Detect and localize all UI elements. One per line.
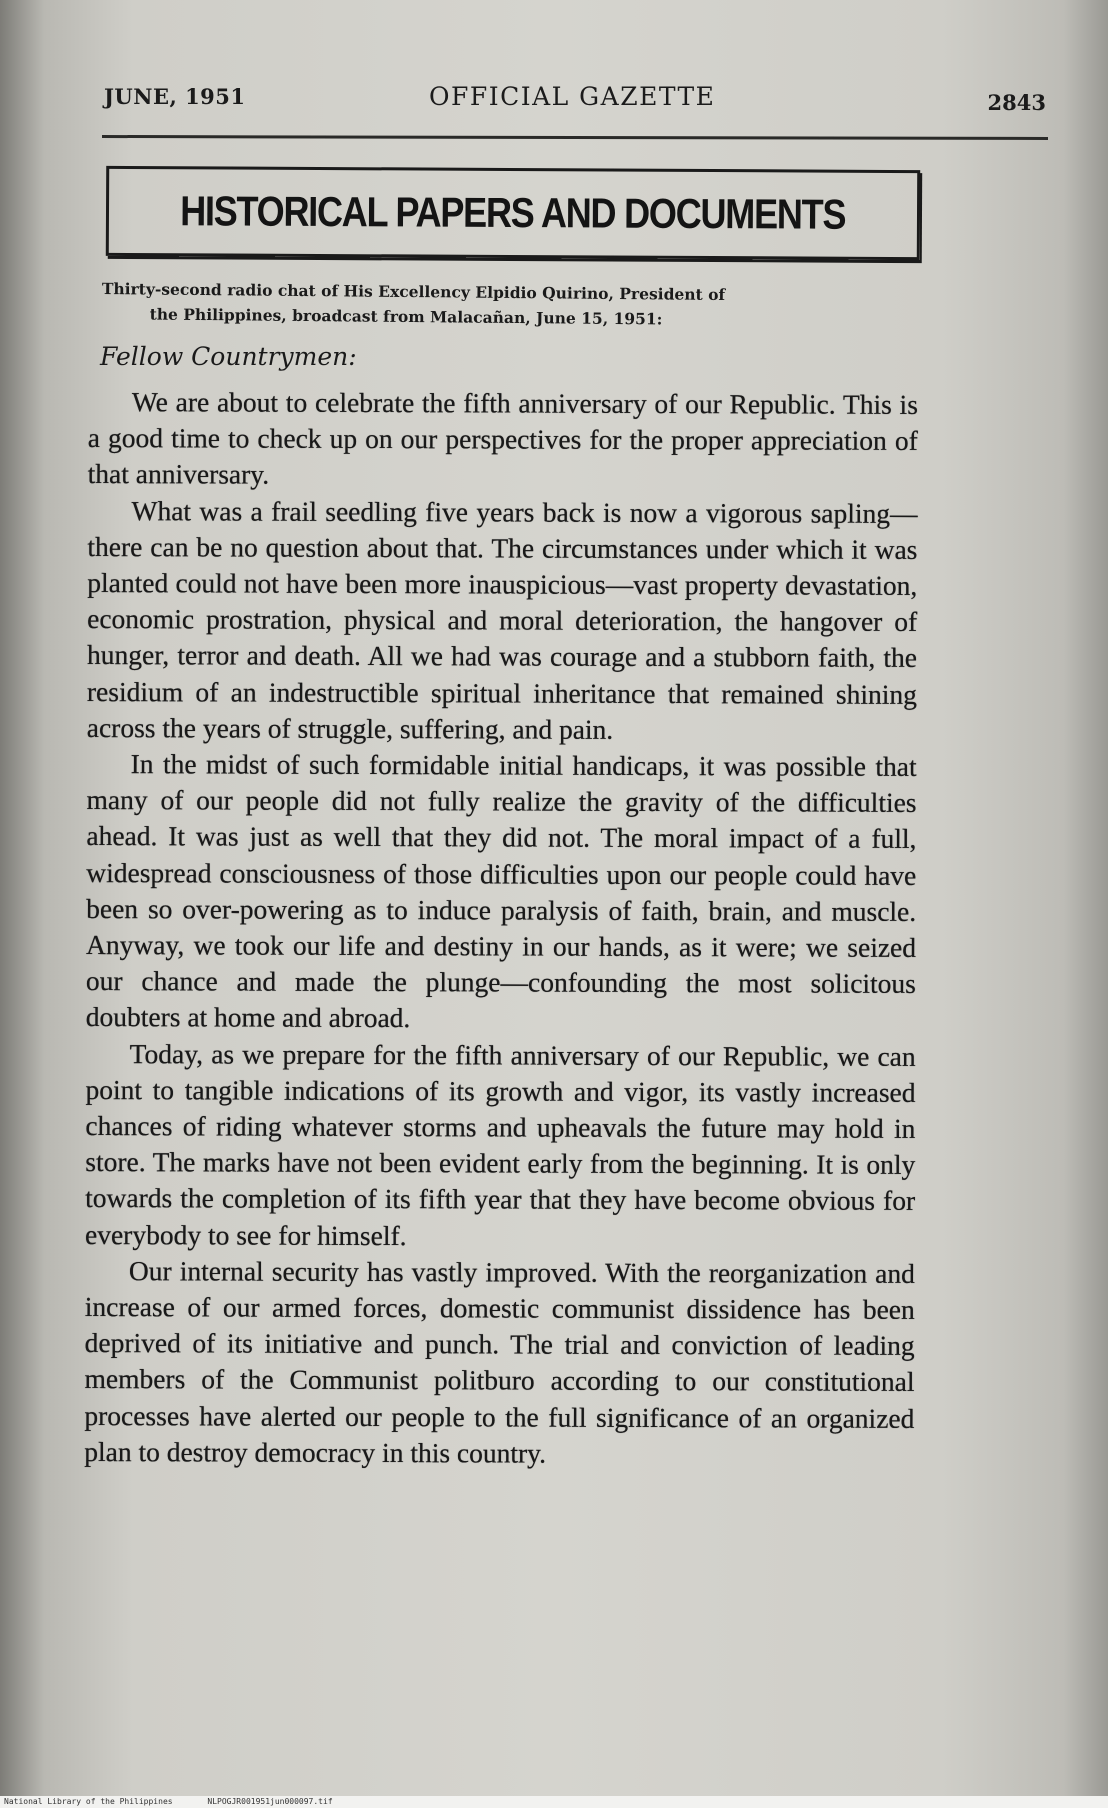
paragraph-4: Today, as we prepare for the fifth anniversary of our Republic, we can point to tangible indications of its growth and vigor, its vastly increased chances of riding whatever storms and upheavals the future may hold in store. The marks have not been evident early from the beginning. It is only towards the completion of its fifth year that they have become obvious for everybody to see for himself. [84, 1037, 916, 1251]
library-credit: National Library of the Philippines [4, 1797, 173, 1806]
paragraph-1: We are about to celebrate the fifth anniversary of our Republic. This is a good time to check up on our perspectives for the proper appreciation of that anniversary. [87, 386, 918, 491]
intro-line-2: the Philippines, broadcast from Malacañan, June 15, 1951: [149, 304, 663, 329]
running-head [104, 80, 1046, 116]
salutation: Fellow Countrymen: [100, 342, 357, 371]
header-rule [102, 135, 1048, 140]
intro-line-1: Thirty-second radio chat of His Excellency Elpidio Quirino, President of [101, 279, 726, 305]
paragraph-5: Our internal security has vastly improved. With the reorganization and increase of our armed forces, domestic communist dissidence has been deprived of its initiative and punch. The trial and conviction of leading members of the Communist politburo according to our constitutional processes have alerted our people to the full significance of an organized plan to destroy democracy in this country. [84, 1255, 915, 1469]
issue-date: JUNE, 1951 [104, 84, 246, 109]
scan-file-id: NLPOGJR001951jun000097.tif [207, 1797, 333, 1806]
paragraph-3: In the midst of such formidable initial handicaps, it was possible that many of our people did not fully realize the gravity of the difficulties ahead. It was just as well that they did not. The moral impact of a full, widespread consciousness of those difficulties upon our people could have been so over-powering as to induce paralysis of faith, brain, and muscle. Anyway, we took our life and destiny in our hands, as it were; we seized our chance and made the plunge—confounding the most solicitous doubters at home and abroad. [85, 748, 917, 1034]
page-number: 2843 [987, 90, 1046, 115]
publication-title: OFFICIAL GAZETTE [429, 82, 716, 111]
section-title: HISTORICAL PAPERS AND DOCUMENTS [180, 187, 846, 238]
scan-footer [0, 1796, 1108, 1808]
intro-caption [96, 276, 926, 334]
speech-body [84, 384, 918, 1473]
paragraph-2: What was a frail seedling five years back is now a vigorous sapling—there can be no question about that. The circumstances under which it was planted could not have been more inauspicious—vast property devastation, economic prostration, physical and moral deterioration, the hangover of hunger, terror and death. All we had was courage and a stubborn faith, the residium of an indestructible spiritual inheritance that remained shining across the years of struggle, suffering, and pain. [86, 494, 918, 745]
section-title-box [106, 166, 920, 260]
